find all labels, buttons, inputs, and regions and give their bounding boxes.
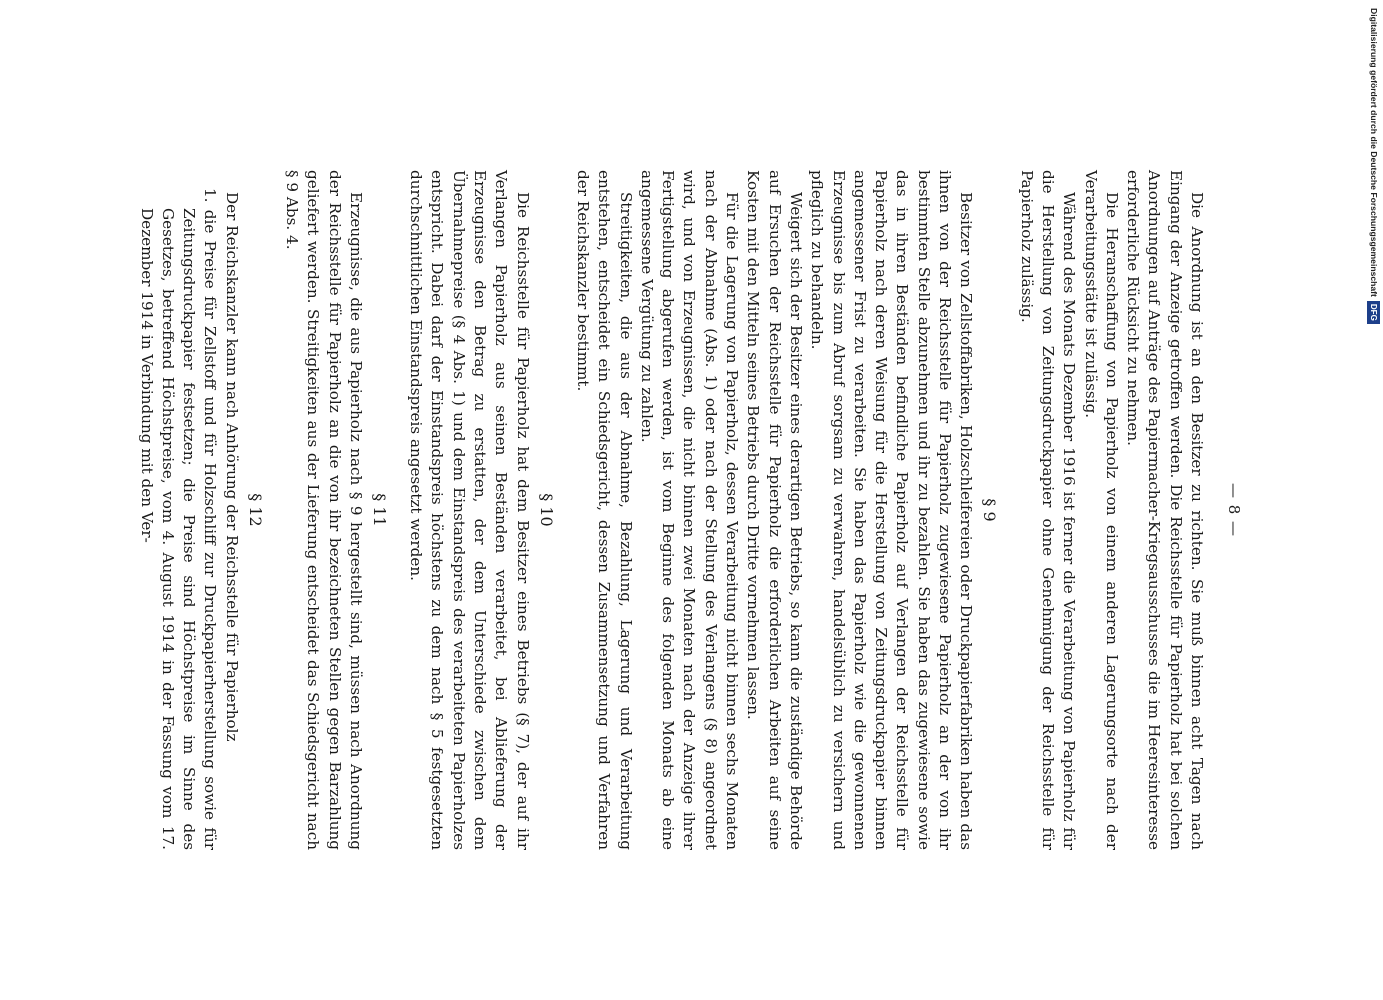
- paragraph: Die Anordnung ist an den Besitzer zu richten. Sie muß binnen acht Tagen nach Eingang der Anzeige getroffen werden. Die Reichsstelle für Papierholz hat bei solchen Anordnungen auf Anträge des Papiermacher-Kriegsausschusses die im Heeresinteresse erforderliche Rücksicht zu nehmen.: [1124, 170, 1206, 850]
- list-item: 1. die Preise für Zellstoff und für Holzschliff zur Druckpapierherstellung sowie für Zeitungsdruckpapier festsetzen; die Preise sind Höchstpreise im Sinne des Gesetzes, betreffend Höchstpreise, vom 4. August 1914 in der Fassung vom 17. Dezember 1914 in Verbindung mit den Ver-: [137, 188, 220, 850]
- page-number: — 8 —: [1225, 482, 1243, 538]
- section-heading-10: § 10: [536, 493, 556, 527]
- paragraph: Besitzer von Zellstoffabriken, Holzschleifereien oder Druckpapierfabriken haben das ihnen von der Reichsstelle für Papierholz zugewiesene Papierholz an der von ihr bestimmten Stelle abzunehmen und ihr zu bezahlen. Sie haben das zugewiesene sowie das in ihren Beständen befindliche Papierholz auf Verlangen der Reichsstelle für Papierholz nach deren Weisung für die Herstellung von Zeitungsdruckpapier binnen angemessener Frist zu verarbeiten. Sie haben das Papierholz wie die gewonnenen Erzeugnisse bis zum Abruf sorgsam zu verwahren, handelsüblich zu versichern und pfleglich zu behandeln.: [808, 170, 976, 850]
- paragraph: Für die Lagerung von Papierholz, dessen Verarbeitung nicht binnen sechs Monaten nach der Abnahme (Abs. 1) oder nach der Stellung des Verlangens (§ 8) angeordnet wird, und von Erzeugnissen, die nicht binnen zwei Monaten nach der Anzeige ihrer Fertigstellung abgerufen werden, ist vom Beginne des folgenden Monats ab eine angemessene Vergütung zu zahlen.: [637, 170, 742, 850]
- paragraph: Die Reichsstelle für Papierholz hat dem Besitzer eines Betriebs (§ 7), der auf ihr Verlangen Papierholz aus seinen Beständen verarbeitet, bei Ablieferung der Erzeugnisse den Betrag zu erstatten, der dem Unterschiede zwischen dem Übernahmepreise (§ 4 Abs. 1) und dem Einstandspreis des verarbeiteten Papierholzes entspricht. Dabei darf der Einstandspreis höchstens zu dem nach § 5 festgesetzten durchschnittlichen Einstandspreis angesetzt werden.: [407, 170, 532, 850]
- section-heading-9: § 9: [980, 498, 1000, 522]
- margin-attribution: [1364, 8, 1383, 388]
- paragraph: Die Heranschaffung von Papierholz von einem anderen Lagerungsorte nach der Verarbeitungsstätte ist zulässig.: [1081, 170, 1121, 850]
- section-heading-12: § 12: [245, 493, 265, 527]
- paragraph: Während des Monats Dezember 1916 ist ferner die Verarbeitung von Papierholz für die Herstellung von Zeitungsdruckpapier ohne Genehmigung der Reichsstelle für Papierholz zulässig.: [1017, 170, 1079, 850]
- section-heading-11: § 11: [369, 493, 389, 527]
- attribution-text: Digitalisierung gefördert durch die Deutsche Forschungsgemeinschaft: [1369, 8, 1379, 297]
- document-page: [137, 170, 1245, 850]
- paragraph: Der Reichskanzler kann nach Anhörung der Reichsstelle für Papierholz: [222, 192, 241, 742]
- paragraph: Weigert sich der Besitzer eines derartigen Betriebs, so kann die zuständige Behörde auf Ersuchen der Reichsstelle für Papierholz die erforderlichen Arbeiten auf seine Kosten mit den Mitteln seines Betriebs durch Dritte vornehmen lassen.: [744, 170, 805, 850]
- paragraph: Erzeugnisse, die aus Papierholz nach § 9 hergestellt sind, müssen nach Anordnung der Reichsstelle für Papierholz an die von ihr bezeichneten Stellen gegen Barzahlung geliefert werden. Streitigkeiten aus der Lieferung entscheidet das Schiedsgericht nach § 9 Abs. 4.: [283, 170, 365, 850]
- paragraph: Streitigkeiten, die aus der Abnahme, Bezahlung, Lagerung und Verarbeitung entstehen, entscheidet ein Schiedsgericht, dessen Zusammensetzung und Verfahren der Reichskanzler bestimmt.: [573, 170, 635, 850]
- dfg-logo-icon: DFG: [1368, 301, 1381, 324]
